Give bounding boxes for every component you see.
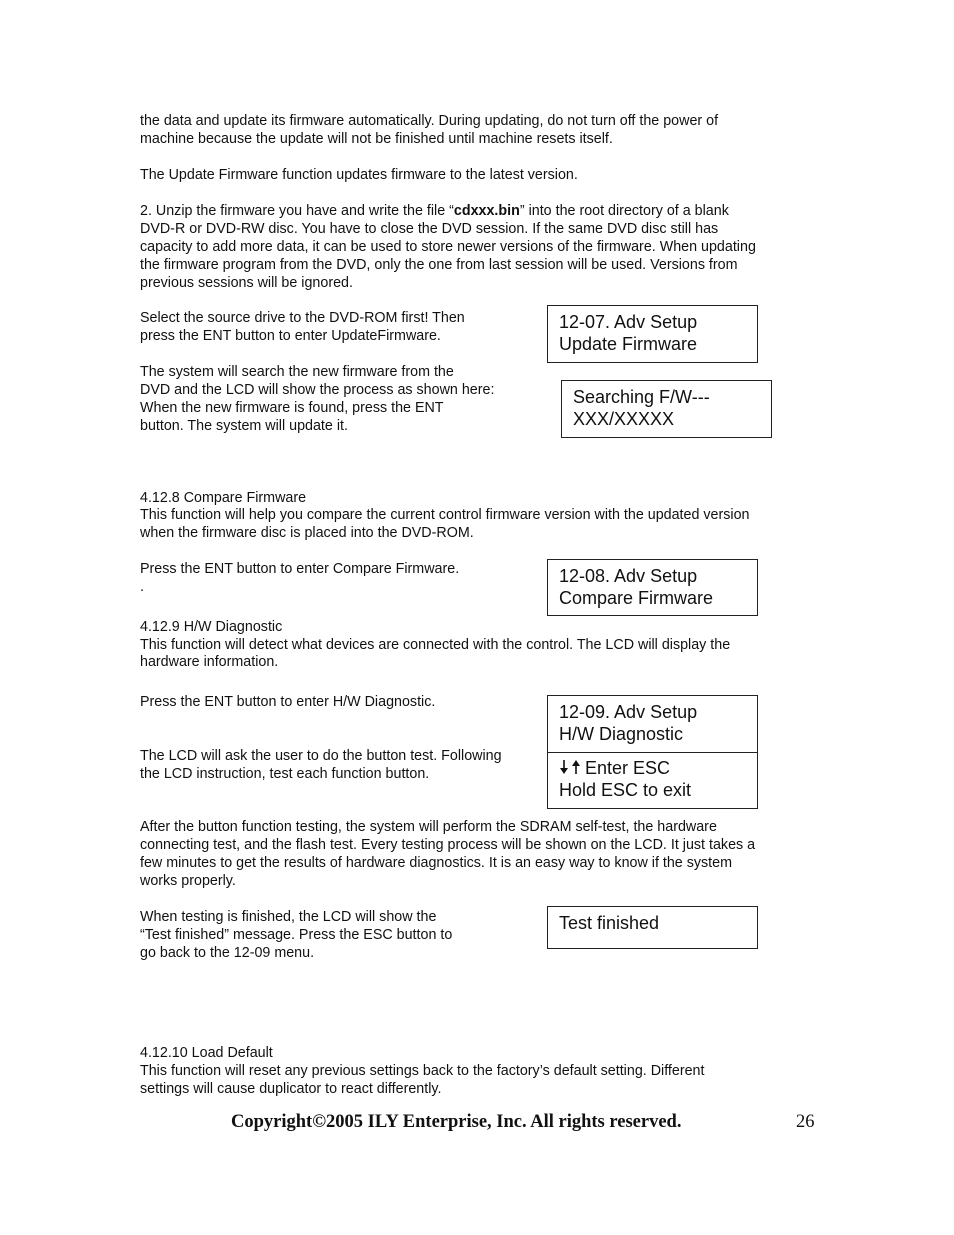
lcd-hw-diagnostic [547, 695, 758, 809]
lcd-line-2: Compare Firmware [559, 587, 714, 608]
lcd-line-1: 12-09. Adv Setup [559, 702, 698, 722]
select-source-line-1: Select the source drive to the DVD-ROM first! Then [140, 310, 465, 326]
firmware-filename: cdxxx.bin [453, 203, 520, 219]
page-number: 26 [796, 1112, 815, 1132]
search-desc-line-1: The system will search the new firmware from the [140, 364, 454, 380]
compare-dot: . [140, 579, 144, 595]
lcd-line-3 [559, 758, 757, 780]
step2-line-3: capacity to add more data, it can be used to store newer versions of the firmware. When updating [140, 239, 756, 255]
lcd-line-2: Update Firmware [559, 333, 698, 354]
compare-line-1: This function will help you compare the current control firmware version with the updated version [140, 507, 750, 523]
lcd-line-1: Test finished [559, 913, 660, 933]
load-default-heading: 4.12.10 Load Default [140, 1045, 273, 1061]
diagnostic-press: Press the ENT button to enter H/W Diagnostic. [140, 694, 436, 710]
select-source-line-2: press the ENT button to enter UpdateFirmware. [140, 328, 441, 344]
copyright-footer: Copyright©2005 ILY Enterprise, Inc. All rights reserved. [231, 1112, 682, 1132]
compare-heading: 4.12.8 Compare Firmware [140, 490, 307, 506]
after-test-line-2: connecting test, and the flash test. Every testing process will be shown on the LCD. It just takes a [140, 837, 756, 853]
step2-line-5: previous sessions will be ignored. [140, 275, 353, 291]
load-default-line-1: This function will reset any previous settings back to the factory’s default setting. Different [140, 1063, 705, 1079]
compare-press: Press the ENT button to enter Compare Firmware. [140, 561, 460, 577]
diagnostic-line-2: hardware information. [140, 654, 279, 670]
finished-line-1: When testing is finished, the LCD will show the [140, 909, 437, 925]
after-test-line-1: After the button function testing, the system will perform the SDRAM self-test, the hardware [140, 819, 717, 835]
search-desc-line-2: DVD and the LCD will show the process as shown here: [140, 382, 495, 398]
button-test-line-1: The LCD will ask the user to do the button test. Following [140, 748, 502, 764]
step2-line-1 [140, 202, 729, 220]
intro-line-2: machine because the update will not be finished until machine resets itself. [140, 131, 613, 147]
finished-line-2: “Test finished” message. Press the ESC button to [140, 927, 453, 943]
diagnostic-heading: 4.12.9 H/W Diagnostic [140, 619, 283, 635]
update-description: The Update Firmware function updates firmware to the latest version. [140, 167, 578, 183]
lcd-line-2: H/W Diagnostic [559, 723, 684, 744]
compare-line-2: when the firmware disc is placed into the DVD-ROM. [140, 525, 474, 541]
search-desc-line-4: button. The system will update it. [140, 418, 348, 434]
diagnostic-line-1: This function will detect what devices are connected with the control. The LCD will display the [140, 637, 731, 653]
step2-line-4: the firmware program from the DVD, only the one from last session will be used. Versions from [140, 257, 738, 273]
lcd-searching-firmware [561, 380, 772, 438]
lcd-enter-esc: Enter ESC [585, 758, 671, 778]
lcd-line-1: 12-07. Adv Setup [559, 312, 698, 332]
step2-line-2: DVD-R or DVD-RW disc. You have to close the DVD session. If the same DVD disc still has [140, 221, 719, 237]
lcd-line-4: Hold ESC to exit [559, 779, 692, 800]
after-test-line-4: works properly. [140, 873, 236, 889]
lcd-line-2: XXX/XXXXX [573, 408, 675, 429]
lcd-line-1: 12-08. Adv Setup [559, 566, 698, 586]
lcd-compare-firmware [547, 559, 758, 616]
after-test-line-3: few minutes to get the results of hardware diagnostics. It is an easy way to know if the system [140, 855, 733, 871]
finished-line-3: go back to the 12-09 menu. [140, 945, 315, 961]
step2-prefix: 2. Unzip the firmware you have and write the file “ [140, 203, 454, 219]
up-down-arrows-icon [559, 759, 585, 781]
lcd-update-firmware [547, 305, 758, 363]
lcd-test-finished [547, 906, 758, 949]
button-test-line-2: the LCD instruction, test each function button. [140, 766, 430, 782]
step2-suffix: ” into the root directory of a blank [519, 203, 729, 219]
intro-line-1: the data and update its firmware automatically. During updating, do not turn off the power of [140, 113, 719, 129]
load-default-line-2: settings will cause duplicator to react differently. [140, 1081, 442, 1097]
lcd-line-1: Searching F/W--- [573, 387, 710, 407]
search-desc-line-3: When the new firmware is found, press the ENT [140, 400, 444, 416]
